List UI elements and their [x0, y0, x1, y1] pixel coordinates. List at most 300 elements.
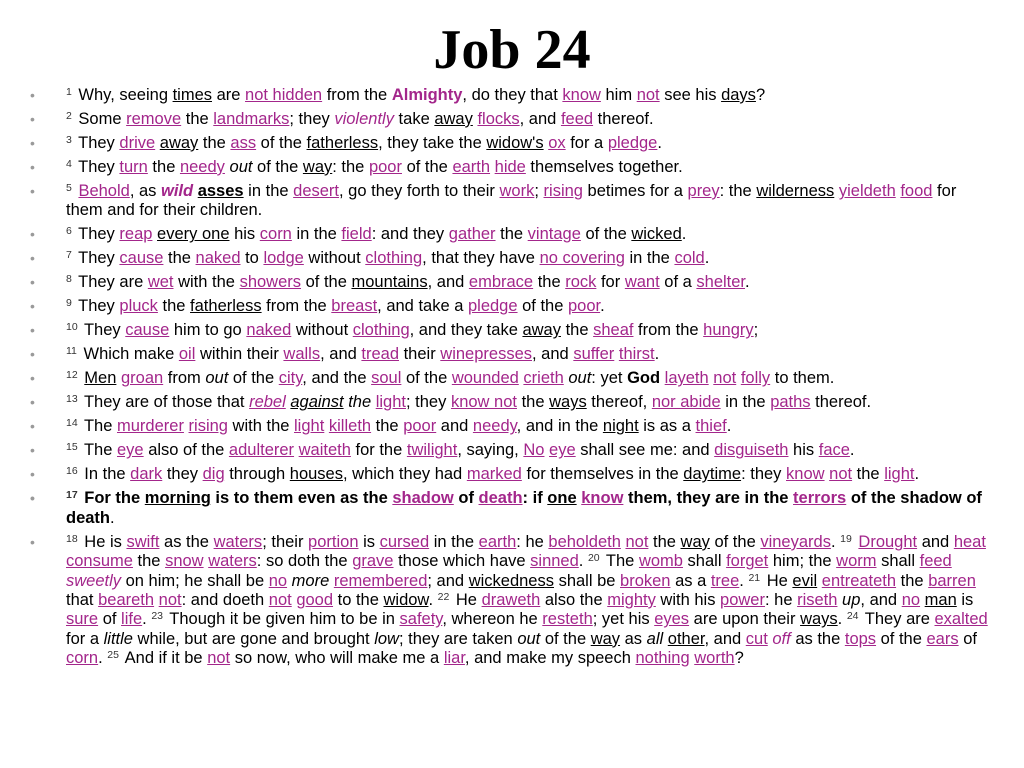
verse-text: are upon their	[689, 610, 801, 629]
word-link[interactable]: resteth	[542, 610, 593, 629]
verse-text: for a	[66, 629, 104, 648]
word-link[interactable]: desert	[293, 182, 339, 200]
verse-text: the	[852, 465, 885, 484]
verse-text: .	[600, 297, 605, 316]
word-link[interactable]: hungry	[703, 321, 754, 340]
verse-text: is	[956, 591, 974, 610]
word-link[interactable]: wickedness	[468, 571, 554, 590]
verse-text: , which they had	[343, 465, 467, 484]
verse-item	[30, 345, 990, 364]
word-link[interactable]: no	[901, 591, 921, 610]
word-link[interactable]: exalted	[934, 610, 988, 629]
verse-text: while, but are gone and brought	[132, 629, 375, 648]
word-link[interactable]: dark	[130, 465, 163, 484]
verse-number: 4	[66, 158, 72, 170]
word-link[interactable]: death	[478, 489, 523, 508]
verse-text: , saying,	[457, 441, 524, 460]
word-link[interactable]: needy	[472, 417, 517, 436]
word-link[interactable]: widow	[383, 591, 429, 610]
verse-text: ?	[755, 86, 766, 104]
verse-text: ; they are taken	[398, 629, 518, 648]
word-link[interactable]: night	[602, 417, 639, 436]
word-link[interactable]: draweth	[481, 591, 541, 610]
verse-text: : they	[741, 465, 787, 484]
word-link[interactable]: embrace	[468, 273, 534, 292]
word-link[interactable]: days	[721, 86, 756, 104]
verse-number: 13	[66, 393, 78, 406]
word-link[interactable]: ears	[926, 629, 959, 648]
verse-item	[30, 225, 990, 244]
verse-text: the	[560, 321, 594, 340]
word-link[interactable]: every one	[157, 225, 230, 244]
word-link[interactable]: away	[434, 110, 473, 128]
bullet-icon: •	[30, 159, 35, 175]
word-link[interactable]: mountains	[351, 273, 428, 292]
word-link[interactable]: disguiseth	[714, 441, 789, 460]
word-link[interactable]: twilight	[406, 441, 458, 460]
verse-text: , they take the	[378, 134, 487, 152]
verse-text: , and	[427, 273, 469, 292]
verse-text: of	[98, 610, 122, 629]
verse-text: of a	[659, 273, 697, 292]
verse-number: 8	[66, 273, 72, 286]
verse-text: out	[205, 369, 229, 388]
word-link[interactable]: face	[818, 441, 850, 460]
word-link[interactable]: poor	[568, 297, 601, 316]
word-link[interactable]: consume	[66, 552, 133, 571]
verse-text: shall see me: and	[575, 441, 715, 460]
verse-text: And if it be	[120, 649, 208, 668]
verse-text: , and	[704, 629, 746, 648]
verse-text: They	[73, 158, 120, 176]
word-link[interactable]: not	[158, 591, 182, 610]
verse-number: 10	[66, 321, 78, 334]
word-link[interactable]: adulterer	[228, 441, 295, 460]
verse-text: for the	[350, 441, 407, 460]
word-link[interactable]: earth	[478, 532, 517, 551]
verse-text: sweetly	[66, 571, 122, 590]
word-link[interactable]: hide	[494, 158, 526, 176]
verse-text: , and they take	[409, 321, 523, 340]
word-link[interactable]: remove	[126, 110, 182, 128]
verse-text: of	[453, 489, 479, 508]
word-link[interactable]: cause	[119, 249, 164, 268]
word-link[interactable]: cursed	[379, 532, 430, 551]
verse-text: .	[849, 441, 855, 460]
bullet-icon: •	[30, 87, 35, 103]
verse-text: The	[79, 417, 117, 436]
word-link[interactable]: fatherless	[306, 134, 379, 152]
word-link[interactable]: poor	[368, 158, 402, 176]
verse-text: little	[103, 629, 133, 648]
word-link[interactable]: Men	[84, 369, 117, 388]
word-link[interactable]: poor	[403, 417, 437, 436]
verse-text: that	[66, 591, 99, 610]
word-link[interactable]: womb	[638, 552, 683, 571]
word-link[interactable]: rebel	[249, 393, 286, 412]
verse-text: , do they that	[462, 86, 563, 104]
word-link[interactable]: landmarks	[213, 110, 290, 128]
word-link[interactable]: lodge	[263, 249, 304, 268]
word-link[interactable]: pledge	[607, 134, 658, 152]
word-link[interactable]: wicked	[631, 225, 682, 244]
verse-text: Though it be given him to be in	[165, 610, 400, 629]
word-link[interactable]: folly	[740, 369, 771, 388]
verse-text: , and	[860, 591, 902, 610]
verse-text: ; and	[427, 571, 469, 590]
verse-text: all	[646, 629, 664, 648]
verse-item	[30, 441, 990, 460]
word-link[interactable]: asses	[197, 182, 244, 200]
word-link[interactable]: wounded	[451, 369, 519, 388]
verse-text: are	[212, 86, 246, 104]
verse-text: his	[788, 441, 819, 460]
verse-number: 19	[840, 532, 852, 545]
verse-text: , and make my speech	[464, 649, 636, 668]
verse-text: for a	[565, 134, 608, 152]
word-link[interactable]: life	[121, 610, 143, 629]
word-link[interactable]: not	[713, 369, 737, 388]
verse-text: .	[98, 649, 108, 668]
word-link[interactable]: fatherless	[190, 297, 262, 316]
verse-text: for them and for their children.	[66, 182, 957, 220]
word-link[interactable]: suffer	[573, 345, 615, 364]
word-link[interactable]: no covering	[539, 249, 625, 268]
verse-text: violently	[334, 110, 394, 128]
bullet-icon: •	[30, 111, 35, 127]
verse-number: 9	[66, 297, 72, 310]
word-link[interactable]: know	[581, 489, 624, 508]
verse-text: He is	[79, 532, 127, 551]
word-link[interactable]: beareth	[98, 591, 155, 610]
verse-text: of the	[252, 158, 303, 176]
word-link[interactable]: not	[268, 591, 292, 610]
word-link[interactable]: morning	[144, 489, 211, 508]
word-link[interactable]: feed	[560, 110, 594, 128]
word-link[interactable]: mighty	[607, 591, 656, 610]
verse-text: .	[726, 417, 732, 436]
word-link[interactable]: breast	[331, 297, 378, 316]
word-link[interactable]: good	[296, 591, 334, 610]
word-link[interactable]: know not	[450, 393, 517, 412]
word-link[interactable]: nor abide	[651, 393, 721, 412]
verse-text: him to go	[169, 321, 247, 340]
word-link[interactable]: rising	[188, 417, 228, 436]
word-link[interactable]: crieth	[523, 369, 564, 388]
word-link[interactable]: widow's	[486, 134, 544, 152]
word-link[interactable]: naked	[195, 249, 241, 268]
word-link[interactable]: power	[720, 591, 765, 610]
word-link[interactable]: cause	[125, 321, 170, 340]
verse-number: 7	[66, 249, 72, 262]
word-link[interactable]: sheaf	[593, 321, 634, 340]
word-link[interactable]: know	[562, 86, 601, 104]
word-link[interactable]: oil	[178, 345, 196, 364]
verse-text: .	[739, 571, 749, 590]
verse-text: thereof.	[593, 110, 654, 128]
bullet-icon: •	[30, 298, 35, 315]
verse-text: more	[291, 571, 330, 590]
word-link[interactable]: Drought	[858, 532, 918, 551]
verse-text: them, they are in the	[623, 489, 794, 508]
bullet-icon: •	[30, 274, 35, 291]
bullet-icon: •	[30, 226, 35, 243]
word-link[interactable]: feed	[919, 552, 952, 571]
word-link[interactable]: ox	[548, 134, 566, 152]
word-link[interactable]: barren	[928, 571, 976, 590]
verse-number: 11	[66, 345, 77, 358]
verse-item	[30, 86, 990, 105]
verse-text: the	[517, 393, 550, 412]
bullet-icon: •	[30, 418, 35, 435]
word-link[interactable]: clothing	[352, 321, 410, 340]
word-link[interactable]: sinned	[530, 552, 579, 571]
verse-text: as a	[670, 571, 711, 590]
word-link[interactable]: ways	[549, 393, 587, 412]
verse-text: , and the	[302, 369, 372, 388]
verse-text: .	[110, 508, 115, 527]
word-link[interactable]: not	[207, 649, 231, 668]
word-link[interactable]: snow	[165, 552, 204, 571]
word-link[interactable]: grave	[352, 552, 394, 571]
word-link[interactable]: evil	[792, 571, 818, 590]
word-link[interactable]: prey	[687, 182, 720, 200]
word-link[interactable]: not	[625, 532, 649, 551]
word-link[interactable]: know	[786, 465, 825, 484]
word-link[interactable]: rising	[543, 182, 583, 200]
word-link[interactable]: other	[667, 629, 705, 648]
word-link[interactable]: marked	[466, 465, 522, 484]
bullet-icon: •	[30, 394, 35, 411]
word-link[interactable]: winepresses	[440, 345, 533, 364]
verse-text: for themselves in the	[521, 465, 684, 484]
verse-text: ; they	[289, 110, 335, 128]
verse-text: : if	[522, 489, 548, 508]
word-link[interactable]: way	[680, 532, 710, 551]
word-link[interactable]: clothing	[365, 249, 423, 268]
word-link[interactable]: way	[590, 629, 621, 648]
word-link[interactable]: terrors	[793, 489, 847, 508]
verse-text: They	[79, 321, 126, 340]
word-link[interactable]: thirst	[618, 345, 655, 364]
word-link[interactable]: beholdeth	[548, 532, 621, 551]
word-link[interactable]: vineyards	[760, 532, 831, 551]
word-link[interactable]: light	[375, 393, 406, 412]
verse-text: to them.	[770, 369, 835, 388]
word-link[interactable]: worm	[836, 552, 877, 571]
word-link[interactable]: soul	[371, 369, 402, 388]
verse-text: .	[428, 591, 438, 610]
word-link[interactable]: paths	[770, 393, 811, 412]
word-link[interactable]: murderer	[117, 417, 184, 436]
word-link[interactable]: no	[268, 571, 288, 590]
verse-item	[30, 369, 990, 388]
verse-text: off	[772, 629, 791, 648]
word-link[interactable]: layeth	[664, 369, 709, 388]
word-link[interactable]: not	[829, 465, 853, 484]
word-link[interactable]: ways	[800, 610, 838, 629]
word-link[interactable]: worth	[694, 649, 735, 668]
word-link[interactable]: turn	[119, 158, 148, 176]
word-link[interactable]: eye	[549, 441, 576, 460]
verse-text: .	[745, 273, 750, 292]
verse-text: .	[830, 532, 841, 551]
word-link[interactable]: not	[636, 86, 660, 104]
word-link[interactable]: ass	[230, 134, 257, 152]
word-link[interactable]: against	[290, 393, 344, 412]
verse-text: with the	[173, 273, 240, 292]
verse-text: of the	[580, 225, 632, 244]
word-link[interactable]: killeth	[328, 417, 372, 436]
verse-text: for	[596, 273, 625, 292]
word-link[interactable]: pledge	[467, 297, 518, 316]
verse-number: 1	[66, 86, 72, 98]
word-link[interactable]: work	[499, 182, 535, 200]
verse-text: , whereon he	[442, 610, 543, 629]
bullet-icon: •	[30, 346, 35, 363]
word-link[interactable]: nothing	[635, 649, 690, 668]
word-link[interactable]: waters	[208, 552, 257, 571]
verse-number: 23	[151, 610, 163, 623]
bullet-icon: •	[30, 322, 35, 339]
word-link[interactable]: wet	[147, 273, 174, 292]
bullet-icon: •	[30, 466, 35, 483]
verse-item	[30, 417, 990, 436]
verse-text: the	[495, 225, 528, 244]
word-link[interactable]: away	[159, 134, 199, 152]
word-link[interactable]: dig	[202, 465, 225, 484]
word-link[interactable]: houses	[289, 465, 343, 484]
verse-text: themselves together.	[525, 158, 683, 176]
verse-number: 17	[66, 489, 78, 502]
word-link[interactable]: away	[522, 321, 561, 340]
verse-text: of the	[876, 629, 927, 648]
word-link[interactable]: one	[547, 489, 577, 508]
verse-text: shall	[682, 552, 727, 571]
word-link[interactable]: flocks	[477, 110, 520, 128]
word-link[interactable]: way	[302, 158, 333, 176]
word-link[interactable]: times	[172, 86, 212, 104]
verse-item	[30, 182, 990, 221]
word-link[interactable]: heat	[953, 532, 986, 551]
verse-text: : yet	[591, 369, 628, 388]
verse-text: Why, seeing	[73, 86, 173, 104]
word-link[interactable]: groan	[120, 369, 164, 388]
bullet-icon: •	[30, 490, 35, 507]
word-link[interactable]: man	[924, 591, 957, 610]
verse-text: of the	[256, 134, 307, 152]
word-link[interactable]: wilderness	[756, 182, 835, 200]
word-link[interactable]: field	[341, 225, 372, 244]
word-link[interactable]: light	[884, 465, 915, 484]
verse-number: 2	[66, 110, 72, 122]
word-link[interactable]: food	[900, 182, 933, 200]
word-link[interactable]: thief	[695, 417, 727, 436]
word-link[interactable]: eye	[117, 441, 144, 460]
word-link[interactable]: yieldeth	[838, 182, 896, 200]
word-link[interactable]: broken	[620, 571, 671, 590]
word-link[interactable]: city	[278, 369, 303, 388]
word-link[interactable]: want	[624, 273, 660, 292]
verse-text: in the	[243, 182, 294, 200]
word-link[interactable]: corn	[259, 225, 292, 244]
word-link[interactable]: shadow	[392, 489, 454, 508]
word-link[interactable]: liar	[443, 649, 465, 668]
word-link[interactable]: portion	[308, 532, 359, 551]
word-link[interactable]: cut	[745, 629, 768, 648]
word-link[interactable]: showers	[239, 273, 302, 292]
verse-text: The	[601, 552, 639, 571]
word-link[interactable]: vintage	[527, 225, 581, 244]
verse-text: of	[958, 629, 977, 648]
verse-text: the	[896, 571, 929, 590]
word-link[interactable]: remembered	[333, 571, 428, 590]
word-link[interactable]: swift	[126, 532, 160, 551]
word-link[interactable]: No	[523, 441, 545, 460]
word-link[interactable]: walls	[283, 345, 321, 364]
verse-text: without	[303, 249, 366, 268]
word-link[interactable]: rock	[565, 273, 597, 292]
word-link[interactable]: Behold	[78, 182, 130, 200]
verse-number: 24	[846, 610, 859, 623]
word-link[interactable]: gather	[448, 225, 496, 244]
word-link[interactable]: daytime	[683, 465, 742, 484]
verse-number: 21	[748, 571, 761, 584]
bullet-icon: •	[30, 442, 35, 459]
word-link[interactable]: shelter	[696, 273, 746, 292]
verse-text: the	[348, 393, 372, 412]
word-link[interactable]: corn	[66, 649, 99, 668]
word-link[interactable]: forget	[726, 552, 769, 571]
word-link[interactable]: pluck	[119, 297, 158, 316]
word-link[interactable]: cold	[674, 249, 705, 268]
verse-text: , and	[320, 345, 362, 364]
word-link[interactable]: tread	[361, 345, 400, 364]
verse-text: God	[627, 369, 661, 388]
word-link[interactable]: tree	[710, 571, 740, 590]
verse-text: Some	[73, 110, 127, 128]
word-link[interactable]: waters	[213, 532, 263, 551]
verse-item	[30, 273, 990, 292]
verse-text: within their	[195, 345, 284, 364]
word-link[interactable]: tops	[844, 629, 877, 648]
word-link[interactable]: safety	[399, 610, 443, 629]
verse-text: , that they have	[422, 249, 540, 268]
verse-text: ; they	[406, 393, 451, 412]
verse-item	[30, 110, 990, 129]
word-link[interactable]: naked	[246, 321, 292, 340]
word-link[interactable]: waiteth	[298, 441, 351, 460]
word-link[interactable]: drive	[119, 134, 156, 152]
word-link[interactable]: not hidden	[245, 86, 323, 104]
verse-text: Almighty	[391, 86, 463, 104]
verse-text: , and	[519, 110, 561, 128]
verse-text: .	[654, 345, 660, 364]
verse-text: so now, who will make me a	[230, 649, 444, 668]
verse-text: see his	[659, 86, 722, 104]
word-link[interactable]: riseth	[797, 591, 838, 610]
word-link[interactable]: reap	[119, 225, 153, 244]
word-link[interactable]: light	[294, 417, 325, 436]
word-link[interactable]: eyes	[654, 610, 690, 629]
bullet-icon: •	[30, 533, 35, 550]
verse-text: is to them even as the	[210, 489, 393, 508]
word-link[interactable]: sure	[66, 610, 99, 629]
verse-text: out	[568, 369, 592, 388]
word-link[interactable]: entreateth	[821, 571, 897, 590]
word-link[interactable]: earth	[452, 158, 491, 176]
word-link[interactable]: needy	[179, 158, 225, 176]
